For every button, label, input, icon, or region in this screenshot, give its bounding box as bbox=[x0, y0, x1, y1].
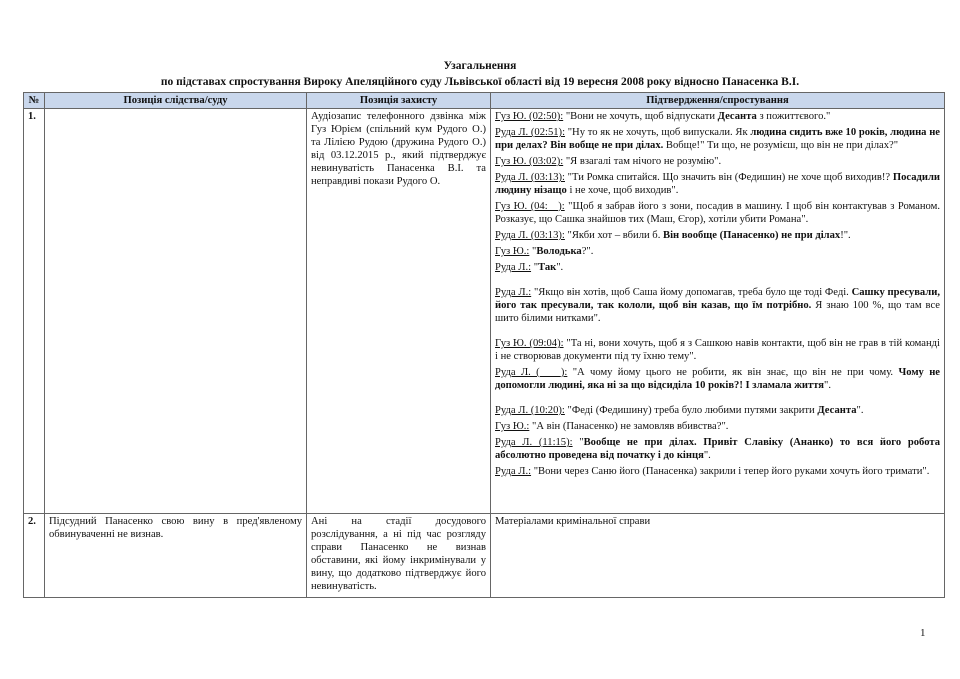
page-number: 1 bbox=[920, 627, 926, 639]
speaker-label: Руда Л. (02:51): bbox=[495, 127, 566, 138]
defense-position-cell: Аудіозапис телефонного дзвінка між Гуз Юрієм (спільний кум Рудого О.) та Лілією Рудою (дружина Рудого О.) від 03.12.2015 р., який підтверджує невинуватість Панасенка В.І. та неправдиві покази Рудого О. bbox=[307, 109, 491, 514]
transcript-line: Руда Л. (____): "А чому йому цього не робити, як він знає, що він не при чому. Чому не допомогли людині, яка ні за що відсиділа 10 років?! І зламала життя". bbox=[495, 367, 940, 391]
transcript-line: Гуз Ю. (09:04): "Та ні, вони хочуть, щоб я з Сашкою навів контакти, щоб він не грав в тій команді і не створював документи під ту їхню тему". bbox=[495, 338, 940, 362]
speaker-label: Гуз Ю.: bbox=[495, 421, 530, 432]
transcript-line: Гуз Ю. (02:50): "Вони не хочуть, щоб відпускати Десанта з пожиттєвого." bbox=[495, 111, 831, 122]
table-row bbox=[24, 109, 945, 514]
speaker-label: Руда Л. (03:13): bbox=[495, 230, 565, 241]
speaker-label: Руда Л.: bbox=[495, 466, 532, 477]
transcript-line: Гуз Ю. (03:02): "Я взагалі там нічого не розумію". bbox=[495, 156, 722, 167]
evidence-cell bbox=[491, 109, 945, 514]
speaker-label: Гуз Ю.: bbox=[495, 246, 530, 257]
table-header-row bbox=[24, 93, 945, 109]
table-row bbox=[24, 514, 945, 598]
summary-table bbox=[23, 92, 945, 598]
defense-position-cell: Ані на стадії досудового розслідування, а ні під час розгляду справи Панасенко не визнав обставини, які йому інкримінували у вину, що додатково підтверджує його невинуватість. bbox=[307, 514, 491, 598]
transcript-line: Руда Л. (03:13): "Ти Ромка спитайся. Що значить він (Федишин) не хоче щоб виходив!? Посадили людину нізащо і не хоче, щоб виходив". bbox=[495, 172, 941, 196]
document-title: Узагальнення bbox=[443, 60, 517, 72]
speaker-label: Гуз Ю. (04:__): bbox=[495, 201, 565, 212]
evidence-cell: Матеріалами кримінальної справи bbox=[491, 514, 945, 598]
document-subtitle: по підставах спростування Вироку Апеляційного суду Львівської області від 19 вересня 2008 року відносно Панасенка В.І. bbox=[160, 76, 800, 88]
transcript-line: Руда Л. (03:13): "Якби хот – вбили б. Він вообще (Панасенко) не при ділах!". bbox=[495, 230, 851, 241]
speaker-label: Руда Л. (11:15): bbox=[495, 437, 573, 448]
transcript-line: Руда Л.: "Так". bbox=[495, 262, 564, 273]
speaker-label: Гуз Ю. (03:02): bbox=[495, 156, 564, 167]
speaker-label: Руда Л.: bbox=[495, 262, 532, 273]
transcript-line: Руда Л. (11:15): "Вообще не при ділах. Привіт Славіку (Ананко) то вся його робота абсолютно проведена від початку і до кінця". bbox=[495, 437, 940, 461]
row-number: 1. bbox=[24, 109, 45, 514]
speaker-label: Гуз Ю. (02:50): bbox=[495, 111, 564, 122]
speaker-label: Руда Л. (10:20): bbox=[495, 405, 565, 416]
header-confirmation: Підтвердження/спростування bbox=[491, 93, 945, 109]
speaker-label: Руда Л.: bbox=[495, 287, 532, 298]
transcript-line: Руда Л. (10:20): "Феді (Федишину) треба було любими путями закрити Десанта". bbox=[495, 405, 864, 416]
transcript-line: Гуз Ю. (04:__): "Щоб я забрав його з зони, посадив в машину. І щоб він контактував з Романом. Розказує, що Сашка знайшов тих (Маш, Єгор), хотіли убити Романа". bbox=[495, 201, 940, 225]
transcript-line: Гуз Ю.: "А він (Панасенко) не замовляв вбивства?". bbox=[495, 421, 729, 432]
transcript-line: Руда Л.: "Якщо він хотів, щоб Саша йому допомагав, треба було ще тоді Феді. Сашку пресували, його так пресували, так кололи, щоб він казав, що їм потрібно. Я знаю 100 %, що там все шито білими нитками". bbox=[495, 287, 940, 324]
header-number: № bbox=[24, 93, 45, 109]
transcript-line: Руда Л. (02:51): "Ну то як не хочуть, щоб випускали. Як людина сидить вже 10 років, людина не при делах? Він вобще не при ділах. Вобще!" Ти що, не розумієш, що він не при ділах?" bbox=[495, 127, 940, 151]
row-number: 2. bbox=[24, 514, 45, 598]
transcript-line: Гуз Ю.: "Володька?". bbox=[495, 246, 594, 257]
header-court-position: Позиція слідства/суду bbox=[45, 93, 307, 109]
court-position-cell: Підсудний Панасенко свою вину в пред'явленому обвинуваченні не визнав. bbox=[45, 514, 307, 598]
court-position-cell bbox=[45, 109, 307, 514]
transcript-line: Руда Л.: "Вони через Саню його (Панасенка) закрили і тепер його руками хочуть його тримати". bbox=[495, 466, 930, 477]
speaker-label: Руда Л. (03:13): bbox=[495, 172, 565, 183]
header-defense-position: Позиція захисту bbox=[307, 93, 491, 109]
speaker-label: Руда Л. (____): bbox=[495, 367, 568, 378]
speaker-label: Гуз Ю. (09:04): bbox=[495, 338, 564, 349]
